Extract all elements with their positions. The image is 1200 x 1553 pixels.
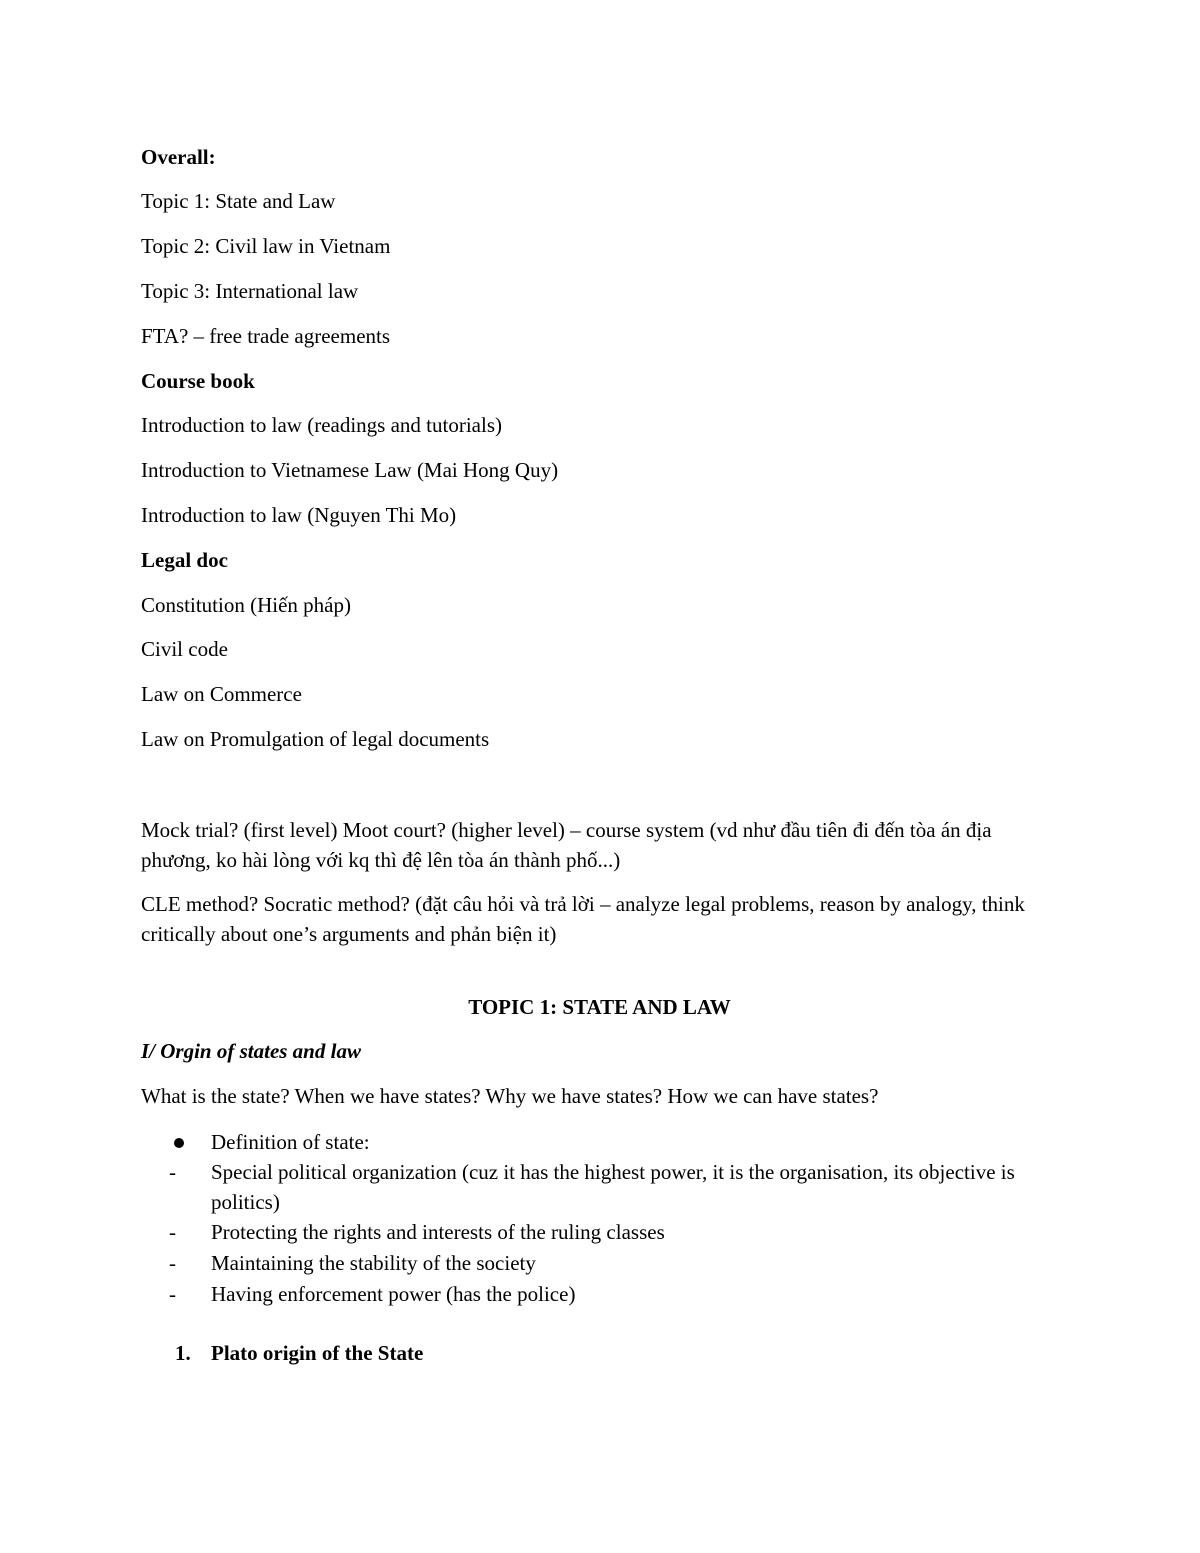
dash-item-text: Having enforcement power (has the police) <box>211 1282 576 1306</box>
overall-item-fta: FTA? – free trade agreements <box>141 324 391 348</box>
legal-doc-item: Civil code <box>141 637 228 661</box>
numbered-heading-number: 1. <box>175 1341 191 1365</box>
topic-title: TOPIC 1: STATE AND LAW <box>468 995 731 1019</box>
dash-list-item <box>141 1217 1041 1247</box>
course-book-item: Introduction to Vietnamese Law (Mai Hong Quy) <box>141 458 559 482</box>
bullet-text: Definition of state: <box>211 1130 370 1154</box>
section-heading: I/ Orgin of states and law <box>141 1039 361 1063</box>
overall-item-topic-2: Topic 2: Civil law in Vietnam <box>141 234 391 258</box>
dash-marker: - <box>169 1282 176 1306</box>
dash-marker: - <box>169 1160 176 1184</box>
course-book-heading: Course book <box>141 369 255 393</box>
legal-doc-item: Law on Promulgation of legal documents <box>141 727 490 751</box>
numbered-heading-text: Plato origin of the State <box>211 1341 424 1365</box>
bullet-dot-icon <box>174 1138 184 1148</box>
overall-item-topic-1: Topic 1: State and Law <box>141 189 336 213</box>
question-line: What is the state? When we have states? Why we have states? How we can have states? <box>141 1084 879 1108</box>
course-book-item: Introduction to law (Nguyen Thi Mo) <box>141 503 457 527</box>
dash-item-text: Special political organization (cuz it has the highest power, it is the organisation, its objective is politics) <box>211 1160 1015 1214</box>
note-paragraph-cle-method: CLE method? Socratic method? (đặt câu hỏi và trả lời – analyze legal problems, reason by analogy, think critically about one’s arguments and phản biện it) <box>141 892 1025 946</box>
dash-marker: - <box>169 1251 176 1275</box>
overall-item-topic-3: Topic 3: International law <box>141 279 359 303</box>
legal-doc-item: Constitution (Hiến pháp) <box>141 593 351 617</box>
note-paragraph-mock-trial: Mock trial? (first level) Moot court? (higher level) – course system (vd như đầu tiên đi đến tòa án địa phương, ko hài lòng với kq thì đệ lên tòa án thành phố...) <box>141 818 992 872</box>
dash-item-text: Protecting the rights and interests of the ruling classes <box>211 1220 665 1244</box>
dash-list-item <box>141 1279 1041 1309</box>
dash-list-item <box>141 1248 1041 1278</box>
legal-doc-item: Law on Commerce <box>141 682 302 706</box>
dash-marker: - <box>169 1220 176 1244</box>
legal-doc-heading: Legal doc <box>141 548 228 572</box>
course-book-item: Introduction to law (readings and tutorials) <box>141 413 502 437</box>
dash-list-item <box>141 1157 1041 1217</box>
dash-item-text: Maintaining the stability of the society <box>211 1251 536 1275</box>
overall-heading: Overall: <box>141 145 216 169</box>
bullet-item <box>141 1127 1041 1157</box>
